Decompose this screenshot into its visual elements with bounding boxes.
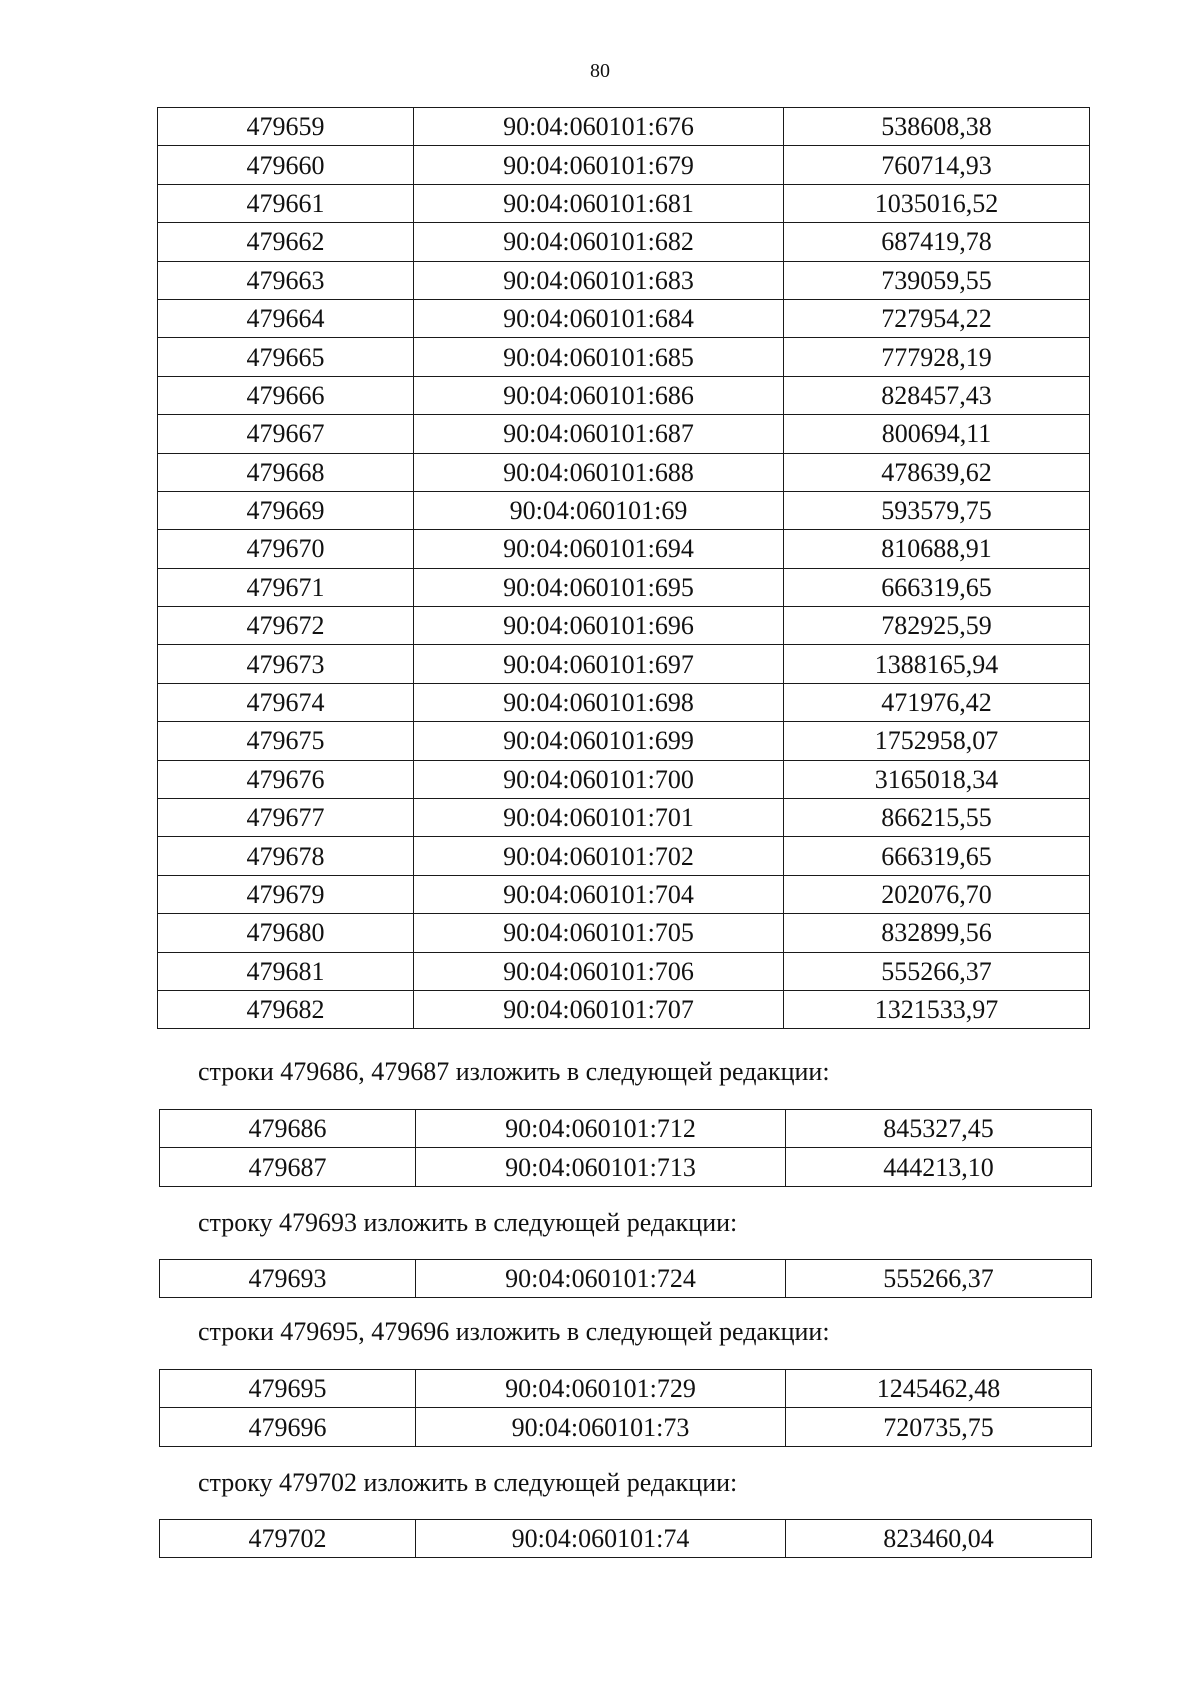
record-number-cell: 479686	[160, 1110, 416, 1148]
record-number-cell: 479673	[158, 645, 414, 683]
value-cell: 471976,42	[784, 683, 1090, 721]
record-number-cell: 479676	[158, 760, 414, 798]
value-cell: 720735,75	[786, 1408, 1092, 1446]
cadastral-number-cell: 90:04:060101:701	[414, 799, 784, 837]
value-cell: 202076,70	[784, 875, 1090, 913]
cadastral-number-cell: 90:04:060101:685	[414, 338, 784, 376]
table-row	[158, 722, 1090, 760]
record-number-cell: 479659	[158, 108, 414, 146]
value-cell: 555266,37	[784, 952, 1090, 990]
record-number-cell: 479661	[158, 184, 414, 222]
value-cell: 777928,19	[784, 338, 1090, 376]
cadastral-number-cell: 90:04:060101:687	[414, 415, 784, 453]
table-row	[158, 261, 1090, 299]
record-number-cell: 479662	[158, 223, 414, 261]
section-instruction: строку 479693 изложить в следующей редакции:	[198, 1208, 738, 1237]
value-cell: 666319,65	[784, 837, 1090, 875]
record-number-cell: 479702	[160, 1520, 416, 1558]
cadastral-number-cell: 90:04:060101:679	[414, 146, 784, 184]
record-number-cell: 479669	[158, 491, 414, 529]
value-cell: 739059,55	[784, 261, 1090, 299]
cadastral-number-cell: 90:04:060101:681	[414, 184, 784, 222]
cadastral-number-cell: 90:04:060101:684	[414, 299, 784, 337]
table-row	[158, 607, 1090, 645]
table-row	[158, 491, 1090, 529]
record-number-cell: 479679	[158, 875, 414, 913]
value-cell: 727954,22	[784, 299, 1090, 337]
cadastral-number-cell: 90:04:060101:686	[414, 376, 784, 414]
record-number-cell: 479693	[160, 1260, 416, 1298]
cadastral-number-cell: 90:04:060101:694	[414, 530, 784, 568]
value-cell: 478639,62	[784, 453, 1090, 491]
value-cell: 1388165,94	[784, 645, 1090, 683]
value-cell: 444213,10	[786, 1148, 1092, 1186]
table-row	[160, 1260, 1092, 1298]
cadastral-number-cell: 90:04:060101:704	[414, 875, 784, 913]
value-cell: 845327,45	[786, 1110, 1092, 1148]
record-number-cell: 479681	[158, 952, 414, 990]
table-row	[158, 299, 1090, 337]
record-number-cell: 479680	[158, 914, 414, 952]
table-row	[158, 146, 1090, 184]
cadastral-number-cell: 90:04:060101:700	[414, 760, 784, 798]
record-number-cell: 479660	[158, 146, 414, 184]
value-cell: 538608,38	[784, 108, 1090, 146]
record-number-cell: 479664	[158, 299, 414, 337]
table-row	[158, 453, 1090, 491]
record-number-cell: 479670	[158, 530, 414, 568]
table-row	[158, 645, 1090, 683]
cadastral-number-cell: 90:04:060101:707	[414, 990, 784, 1028]
table-row	[158, 108, 1090, 146]
cadastral-number-cell: 90:04:060101:724	[416, 1260, 786, 1298]
table-row	[160, 1408, 1092, 1446]
record-number-cell: 479663	[158, 261, 414, 299]
cadastral-number-cell: 90:04:060101:69	[414, 491, 784, 529]
table-row	[158, 530, 1090, 568]
table-row	[160, 1520, 1092, 1558]
table-row	[158, 376, 1090, 414]
record-number-cell: 479678	[158, 837, 414, 875]
table-row	[160, 1110, 1092, 1148]
cadastral-number-cell: 90:04:060101:695	[414, 568, 784, 606]
record-number-cell: 479677	[158, 799, 414, 837]
table-row	[158, 568, 1090, 606]
value-cell: 866215,55	[784, 799, 1090, 837]
value-cell: 760714,93	[784, 146, 1090, 184]
table-row	[158, 415, 1090, 453]
cadastral-number-cell: 90:04:060101:682	[414, 223, 784, 261]
value-cell: 593579,75	[784, 491, 1090, 529]
cadastral-number-cell: 90:04:060101:713	[416, 1148, 786, 1186]
section-table	[159, 1519, 1092, 1558]
table-row	[158, 683, 1090, 721]
value-cell: 1321533,97	[784, 990, 1090, 1028]
record-number-cell: 479682	[158, 990, 414, 1028]
section-table	[159, 1109, 1092, 1187]
record-number-cell: 479666	[158, 376, 414, 414]
cadastral-number-cell: 90:04:060101:697	[414, 645, 784, 683]
cadastral-number-cell: 90:04:060101:729	[416, 1370, 786, 1408]
cadastral-number-cell: 90:04:060101:683	[414, 261, 784, 299]
value-cell: 810688,91	[784, 530, 1090, 568]
value-cell: 666319,65	[784, 568, 1090, 606]
section-table	[159, 1259, 1092, 1298]
value-cell: 1245462,48	[786, 1370, 1092, 1408]
value-cell: 1752958,07	[784, 722, 1090, 760]
cadastral-number-cell: 90:04:060101:696	[414, 607, 784, 645]
table-row	[158, 875, 1090, 913]
table-row	[160, 1148, 1092, 1186]
value-cell: 832899,56	[784, 914, 1090, 952]
section-instruction: строку 479702 изложить в следующей редакции:	[198, 1468, 738, 1497]
cadastral-number-cell: 90:04:060101:706	[414, 952, 784, 990]
record-number-cell: 479696	[160, 1408, 416, 1446]
cadastral-number-cell: 90:04:060101:698	[414, 683, 784, 721]
cadastral-number-cell: 90:04:060101:74	[416, 1520, 786, 1558]
record-number-cell: 479687	[160, 1148, 416, 1186]
cadastral-number-cell: 90:04:060101:73	[416, 1408, 786, 1446]
table-row	[158, 914, 1090, 952]
value-cell: 555266,37	[786, 1260, 1092, 1298]
record-number-cell: 479674	[158, 683, 414, 721]
table-row	[160, 1370, 1092, 1408]
table-row	[158, 184, 1090, 222]
cadastral-number-cell: 90:04:060101:699	[414, 722, 784, 760]
value-cell: 782925,59	[784, 607, 1090, 645]
table-row	[158, 760, 1090, 798]
record-number-cell: 479695	[160, 1370, 416, 1408]
record-number-cell: 479667	[158, 415, 414, 453]
value-cell: 1035016,52	[784, 184, 1090, 222]
cadastral-number-cell: 90:04:060101:705	[414, 914, 784, 952]
record-number-cell: 479675	[158, 722, 414, 760]
value-cell: 3165018,34	[784, 760, 1090, 798]
table-row	[158, 338, 1090, 376]
section-instruction: строки 479695, 479696 изложить в следующей редакции:	[198, 1317, 830, 1346]
cadastral-number-cell: 90:04:060101:688	[414, 453, 784, 491]
cadastral-number-cell: 90:04:060101:676	[414, 108, 784, 146]
record-number-cell: 479671	[158, 568, 414, 606]
table-row	[158, 990, 1090, 1028]
table-row	[158, 837, 1090, 875]
value-cell: 800694,11	[784, 415, 1090, 453]
value-cell: 828457,43	[784, 376, 1090, 414]
table-row	[158, 223, 1090, 261]
cadastral-number-cell: 90:04:060101:702	[414, 837, 784, 875]
record-number-cell: 479665	[158, 338, 414, 376]
page-number: 80	[590, 60, 610, 82]
cadastral-number-cell: 90:04:060101:712	[416, 1110, 786, 1148]
value-cell: 823460,04	[786, 1520, 1092, 1558]
record-number-cell: 479668	[158, 453, 414, 491]
value-cell: 687419,78	[784, 223, 1090, 261]
main-table	[157, 107, 1090, 1029]
section-instruction: строки 479686, 479687 изложить в следующей редакции:	[198, 1057, 830, 1086]
section-table	[159, 1369, 1092, 1447]
table-row	[158, 952, 1090, 990]
record-number-cell: 479672	[158, 607, 414, 645]
table-row	[158, 799, 1090, 837]
